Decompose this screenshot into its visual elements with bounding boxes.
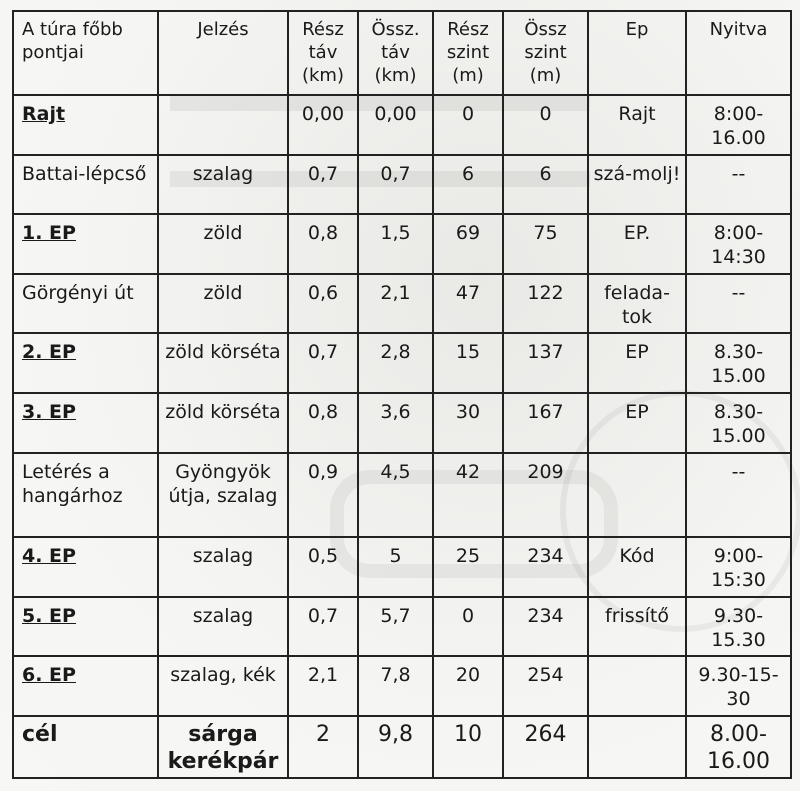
point-name: 5. EP	[13, 597, 158, 656]
header-total-distance: Össz. táv (km)	[358, 11, 433, 95]
partial-elevation: 47	[433, 274, 503, 333]
table-row	[13, 656, 791, 716]
marking	[158, 95, 288, 155]
marking: szalag, kék	[158, 656, 288, 716]
total-distance: 4,5	[358, 453, 433, 537]
header-total-elevation: Össz szint (m)	[503, 11, 588, 95]
partial-distance: 0,7	[288, 333, 358, 393]
partial-distance: 2	[288, 716, 358, 778]
table-header-row	[13, 11, 791, 95]
header-partial-elevation: Rész szint (m)	[433, 11, 503, 95]
table-row	[13, 597, 791, 656]
table-row	[13, 716, 791, 778]
total-distance: 1,5	[358, 214, 433, 274]
total-elevation: 167	[503, 393, 588, 453]
partial-distance: 0,7	[288, 597, 358, 656]
total-distance: 2,1	[358, 274, 433, 333]
opening-hours: 9.30-15-30	[686, 656, 791, 716]
total-distance: 9,8	[358, 716, 433, 778]
header-partial-distance: Rész táv (km)	[288, 11, 358, 95]
checkpoint: EP	[588, 393, 686, 453]
total-elevation: 254	[503, 656, 588, 716]
opening-hours: 9.30-15.30	[686, 597, 791, 656]
table-row	[13, 95, 791, 155]
total-elevation: 75	[503, 214, 588, 274]
partial-elevation: 0	[433, 95, 503, 155]
partial-elevation: 30	[433, 393, 503, 453]
partial-elevation: 42	[433, 453, 503, 537]
marking: zöld körséta	[158, 333, 288, 393]
marking: szalag	[158, 597, 288, 656]
total-distance: 3,6	[358, 393, 433, 453]
total-distance: 2,8	[358, 333, 433, 393]
header-points: A túra főbb pontjai	[13, 11, 158, 95]
partial-elevation: 0	[433, 597, 503, 656]
header-opening: Nyitva	[686, 11, 791, 95]
header-checkpoint: Ep	[588, 11, 686, 95]
marking: szalag	[158, 155, 288, 214]
opening-hours: --	[686, 274, 791, 333]
total-elevation: 264	[503, 716, 588, 778]
total-distance: 5,7	[358, 597, 433, 656]
total-distance: 0,00	[358, 95, 433, 155]
partial-distance: 0,9	[288, 453, 358, 537]
point-name: Letérés a hangárhoz	[13, 453, 158, 537]
total-elevation: 0	[503, 95, 588, 155]
opening-hours: --	[686, 155, 791, 214]
partial-elevation: 15	[433, 333, 503, 393]
checkpoint	[588, 453, 686, 537]
total-distance: 0,7	[358, 155, 433, 214]
total-distance: 7,8	[358, 656, 433, 716]
marking: Gyöngyök útja, szalag	[158, 453, 288, 537]
partial-distance: 0,8	[288, 393, 358, 453]
opening-hours: 9:00-15:30	[686, 537, 791, 597]
point-name: Rajt	[13, 95, 158, 155]
partial-distance: 0,00	[288, 95, 358, 155]
partial-distance: 2,1	[288, 656, 358, 716]
point-name: 6. EP	[13, 656, 158, 716]
partial-distance: 0,5	[288, 537, 358, 597]
total-elevation: 209	[503, 453, 588, 537]
checkpoint: frissítő	[588, 597, 686, 656]
header-marking: Jelzés	[158, 11, 288, 95]
partial-distance: 0,6	[288, 274, 358, 333]
opening-hours: 8:00-16.00	[686, 95, 791, 155]
partial-elevation: 6	[433, 155, 503, 214]
marking: zöld	[158, 214, 288, 274]
opening-hours: --	[686, 453, 791, 537]
checkpoint	[588, 716, 686, 778]
marking: sárga kerékpár	[158, 716, 288, 778]
checkpoint: szá-molj!	[588, 155, 686, 214]
marking: zöld körséta	[158, 393, 288, 453]
total-distance: 5	[358, 537, 433, 597]
point-name: 1. EP	[13, 214, 158, 274]
partial-elevation: 25	[433, 537, 503, 597]
partial-elevation: 20	[433, 656, 503, 716]
table-row	[13, 333, 791, 393]
table-row	[13, 274, 791, 333]
table-row	[13, 155, 791, 214]
point-name: Görgényi út	[13, 274, 158, 333]
checkpoint: EP	[588, 333, 686, 393]
checkpoint	[588, 656, 686, 716]
checkpoint: Kód	[588, 537, 686, 597]
total-elevation: 234	[503, 537, 588, 597]
partial-elevation: 69	[433, 214, 503, 274]
total-elevation: 6	[503, 155, 588, 214]
total-elevation: 234	[503, 597, 588, 656]
opening-hours: 8.30-15.00	[686, 333, 791, 393]
opening-hours: 8:00-14:30	[686, 214, 791, 274]
total-elevation: 122	[503, 274, 588, 333]
point-name: Battai-lépcső	[13, 155, 158, 214]
point-name: 3. EP	[13, 393, 158, 453]
checkpoint: Rajt	[588, 95, 686, 155]
marking: szalag	[158, 537, 288, 597]
checkpoint: felada-tok	[588, 274, 686, 333]
table-row	[13, 214, 791, 274]
point-name: cél	[13, 716, 158, 778]
opening-hours: 8.30-15.00	[686, 393, 791, 453]
point-name: 4. EP	[13, 537, 158, 597]
partial-distance: 0,8	[288, 214, 358, 274]
marking: zöld	[158, 274, 288, 333]
table-row	[13, 537, 791, 597]
route-table	[12, 10, 792, 779]
partial-elevation: 10	[433, 716, 503, 778]
table-row	[13, 453, 791, 537]
point-name: 2. EP	[13, 333, 158, 393]
partial-distance: 0,7	[288, 155, 358, 214]
checkpoint: EP.	[588, 214, 686, 274]
table-row	[13, 393, 791, 453]
total-elevation: 137	[503, 333, 588, 393]
opening-hours: 8.00-16.00	[686, 716, 791, 778]
